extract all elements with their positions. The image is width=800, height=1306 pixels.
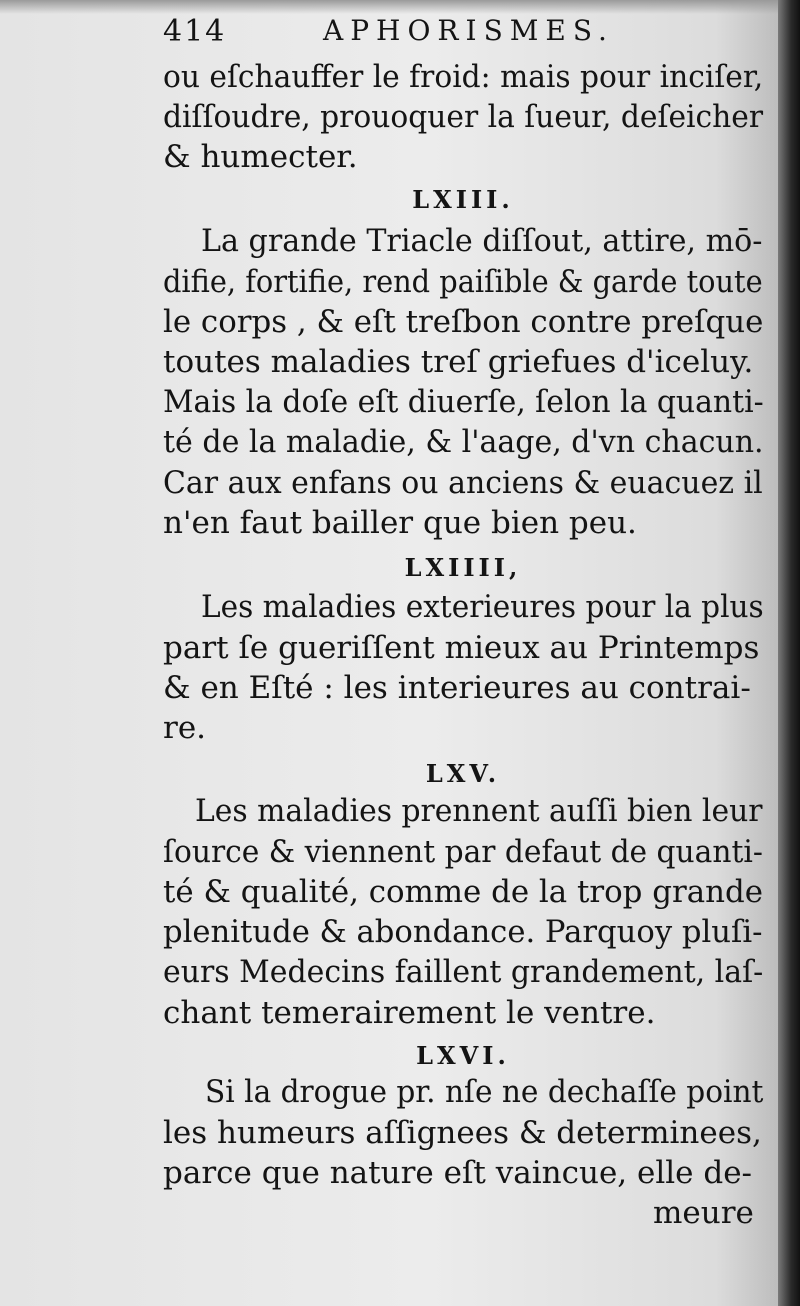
- text-line: n'en faut bailler que bien peu.: [163, 505, 637, 541]
- text-line: Les maladies prennent auſſi bien leur: [195, 793, 763, 829]
- text-line: & en Eſté : les interieures au contrai-: [163, 670, 751, 706]
- page-number: 414: [163, 14, 227, 49]
- aphorism-number: LXV.: [425, 759, 501, 788]
- text-line: difie, fortifie, rend paiſible & garde toute: [163, 264, 763, 300]
- text-line: ou eſchauffer le froid: mais pour inciſer,: [163, 59, 764, 95]
- text-line: La grande Triacle diſſout, attire, mō-: [201, 223, 763, 259]
- text-line: le corps , & eſt treſbon contre preſque: [163, 304, 764, 340]
- running-title: APHORISMES.: [323, 14, 614, 47]
- text-line: les humeurs aſſignees & determinees,: [163, 1115, 762, 1151]
- text-line: parce que nature eſt vaincue, elle de-: [163, 1155, 753, 1191]
- text-line: Si la drogue pr. nſe ne dechaſſe point: [205, 1074, 764, 1110]
- aphorism-number: LXVI.: [416, 1041, 510, 1070]
- text-line: diſſoudre, prouoquer la ſueur, deſeicher: [163, 99, 764, 135]
- text-line: part ſe gueriſſent mieux au Printemps: [163, 630, 760, 666]
- text-line: re.: [163, 710, 207, 746]
- text-line: Les maladies exterieures pour la plus: [201, 589, 764, 625]
- text-line: toutes maladies treſ griefues d'iceluy.: [163, 344, 754, 380]
- running-head: [163, 14, 763, 54]
- text-line: Car aux enfans ou anciens & euacuez il: [163, 465, 763, 501]
- page-top-shadow: [0, 0, 778, 14]
- text-line: Mais la doſe eſt diuerſe, ſelon la quanti-: [163, 384, 764, 420]
- text-line: eurs Medecins faillent grandement, laſ-: [163, 954, 764, 990]
- catchword: meure: [653, 1195, 754, 1231]
- book-gutter-edge: [778, 0, 800, 1306]
- aphorism-number: LXIII.: [412, 185, 514, 214]
- text-line: ſource & viennent par defaut de quanti-: [163, 834, 763, 870]
- text-line: té de la maladie, & l'aage, d'vn chacun.: [163, 424, 764, 460]
- text-line: chant temerairement le ventre.: [163, 995, 656, 1031]
- text-line: té & qualité, comme de la trop grande: [163, 874, 763, 910]
- text-line: & humecter.: [163, 139, 358, 175]
- text-line: plenitude & abondance. Parquoy pluſi-: [163, 914, 763, 950]
- aphorism-number: LXIIII,: [404, 553, 522, 582]
